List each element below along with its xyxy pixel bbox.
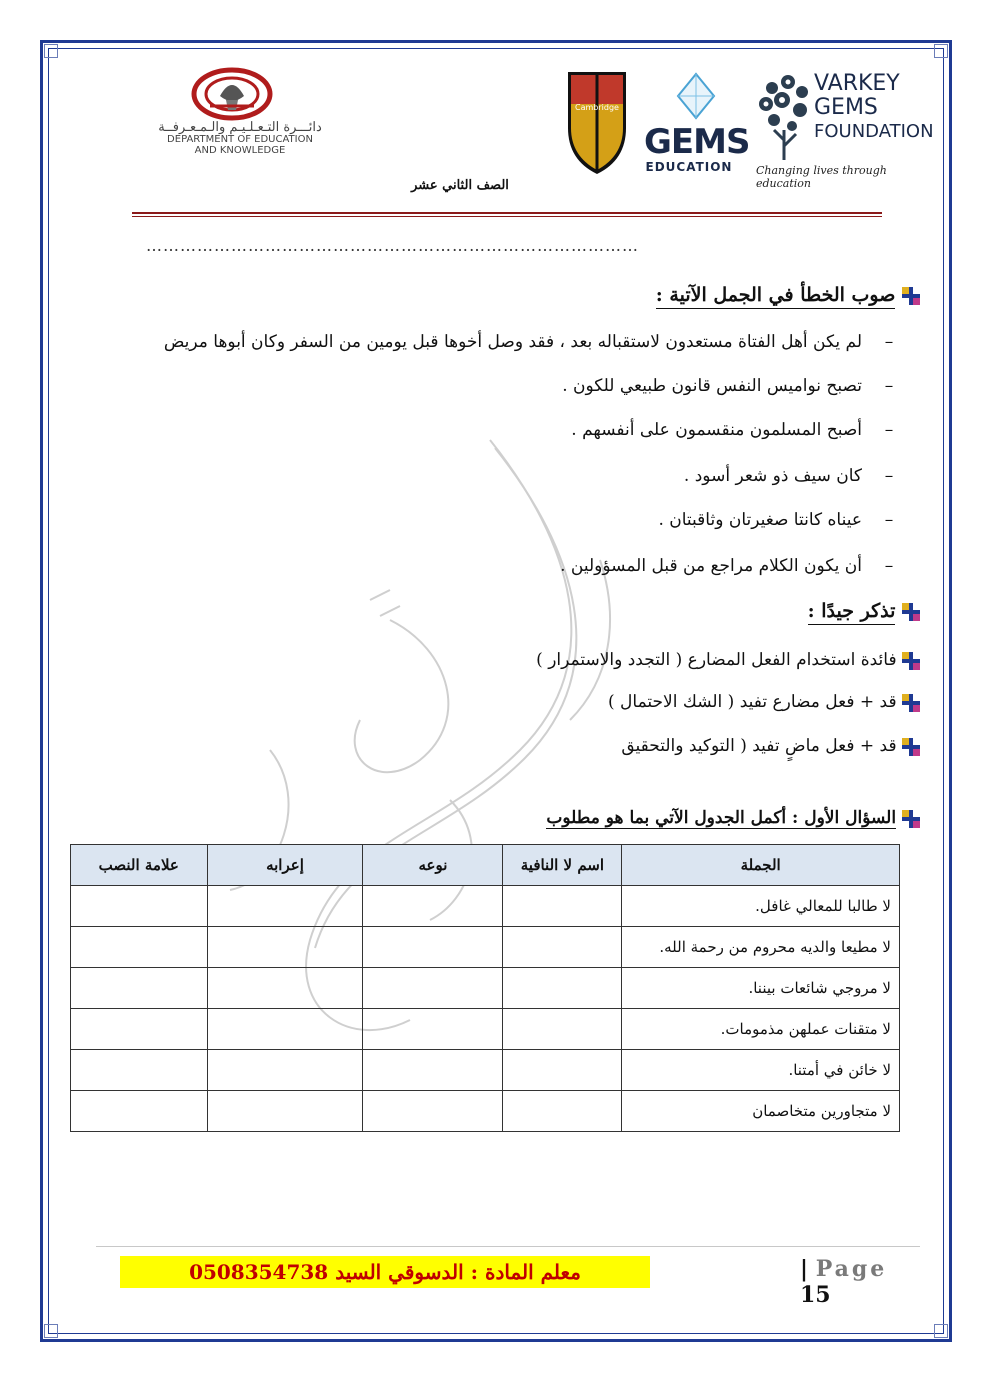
dash-bullet: – bbox=[884, 376, 894, 396]
answer-cell[interactable] bbox=[363, 968, 503, 1009]
correction-item-text: عيناه كانتا صغيرتان وثاقبتان . bbox=[658, 510, 862, 530]
correction-item bbox=[60, 556, 900, 576]
footer-rule bbox=[96, 1246, 920, 1247]
answer-cell[interactable] bbox=[363, 1009, 503, 1050]
sentence-cell: لا مطيعا والديه محروم من رحمة الله. bbox=[622, 927, 900, 968]
question-table bbox=[70, 844, 900, 1132]
cross-bullet-icon bbox=[902, 810, 920, 828]
section2-heading-text: تذكر جيدًا : bbox=[808, 600, 896, 625]
page-number-block bbox=[800, 1256, 922, 1308]
section1-heading bbox=[500, 284, 920, 306]
answer-cell[interactable] bbox=[71, 968, 208, 1009]
table-header-row bbox=[71, 845, 900, 886]
gems-subtitle: EDUCATION bbox=[645, 160, 733, 174]
sentence-cell: لا متجاورين متخاصمان bbox=[622, 1091, 900, 1132]
answer-cell[interactable] bbox=[503, 886, 622, 927]
answer-cell[interactable] bbox=[503, 968, 622, 1009]
dek-english-name bbox=[90, 134, 390, 156]
answer-cell[interactable] bbox=[71, 1050, 208, 1091]
table-row bbox=[71, 927, 900, 968]
answer-cell[interactable] bbox=[503, 1091, 622, 1132]
corner-ornament bbox=[934, 1324, 948, 1338]
note-text: قد + فعل ماضٍ تفيد ( التوكيد والتحقيق bbox=[621, 736, 897, 756]
varkey-line2: GEMS bbox=[814, 95, 878, 120]
grade-label: الصف الثاني عشر bbox=[411, 178, 509, 193]
correction-item-text: لم يكن أهل الفتاة مستعدون لاستقباله بعد ، فقد وصل أخوها قبل يومين من السفر وكان أبوها مريض bbox=[163, 332, 862, 352]
table-row bbox=[71, 1091, 900, 1132]
correction-item-text: كان سيف ذو شعر أسود . bbox=[683, 466, 862, 486]
correction-item-text: تصبح نواميس النفس قانون طبيعي للكون . bbox=[562, 376, 862, 396]
note-item bbox=[200, 736, 920, 756]
gems-diamond-icon bbox=[676, 72, 716, 120]
correction-item bbox=[60, 376, 900, 396]
answer-cell[interactable] bbox=[207, 1091, 363, 1132]
answer-cell[interactable] bbox=[71, 886, 208, 927]
page-number: 15 bbox=[800, 1282, 831, 1308]
sentence-cell: لا متقنات عملهن مذمومات. bbox=[622, 1009, 900, 1050]
section1-heading-text: صوب الخطأ في الجمل الآتية : bbox=[656, 284, 896, 309]
column-header: نوعه bbox=[363, 845, 503, 886]
dotted-line: …………………………………………………………………………… bbox=[146, 236, 639, 255]
answer-cell[interactable] bbox=[363, 1050, 503, 1091]
dash-bullet: – bbox=[884, 332, 894, 352]
question1-heading-text: السؤال الأول : أكمل الجدول الآتي بما هو مطلوب bbox=[546, 808, 897, 828]
dash-bullet: – bbox=[884, 510, 894, 530]
answer-cell[interactable] bbox=[207, 968, 363, 1009]
cross-bullet-icon bbox=[902, 603, 920, 621]
page-label: Page bbox=[815, 1256, 888, 1282]
sentence-cell: لا طالبا للمعالي غافل. bbox=[622, 886, 900, 927]
note-item bbox=[200, 692, 920, 712]
answer-cell[interactable] bbox=[503, 927, 622, 968]
column-header: علامة النصب bbox=[71, 845, 208, 886]
dash-bullet: – bbox=[884, 556, 894, 576]
sentence-cell: لا مروجي شائعات بيننا. bbox=[622, 968, 900, 1009]
answer-cell[interactable] bbox=[207, 1009, 363, 1050]
sentence-cell: لا خائن في أمتنا. bbox=[622, 1050, 900, 1091]
dek-english-line1: DEPARTMENT OF EDUCATION bbox=[167, 134, 313, 145]
cambridge-shield-logo bbox=[566, 70, 628, 176]
answer-cell[interactable] bbox=[503, 1050, 622, 1091]
cross-bullet-icon bbox=[902, 652, 920, 670]
answer-cell[interactable] bbox=[363, 927, 503, 968]
gems-education-logo bbox=[644, 122, 750, 174]
cambridge-shield-text: Cambridge bbox=[575, 103, 619, 112]
dash-bullet: – bbox=[884, 420, 894, 440]
dek-english-line2: AND KNOWLEDGE bbox=[194, 145, 286, 156]
answer-cell[interactable] bbox=[207, 1050, 363, 1091]
dek-arabic-name: دائـــرة التـعـلـيـم والـمـعـرفــة bbox=[158, 120, 322, 135]
answer-cell[interactable] bbox=[207, 886, 363, 927]
header-rule bbox=[132, 212, 882, 214]
note-text: قد + فعل مضارع تفيد ( الشك الاحتمال ) bbox=[608, 692, 897, 712]
header-rule-thin bbox=[132, 216, 882, 217]
question1-heading bbox=[400, 808, 920, 828]
corner-ornament bbox=[934, 44, 948, 58]
column-header: الجملة bbox=[622, 845, 900, 886]
dek-emblem-logo bbox=[190, 66, 274, 126]
table-row bbox=[71, 968, 900, 1009]
answer-cell[interactable] bbox=[363, 886, 503, 927]
column-header: اسم لا النافية bbox=[503, 845, 622, 886]
varkey-line1: VARKEY bbox=[814, 71, 900, 96]
answer-cell[interactable] bbox=[71, 927, 208, 968]
correction-item bbox=[60, 510, 900, 530]
correction-item-text: أصبح المسلمون منقسمون على أنفسهم . bbox=[571, 420, 862, 440]
table-row bbox=[71, 1009, 900, 1050]
note-text: فائدة استخدام الفعل المضارع ( التجدد والاستمرار ) bbox=[536, 650, 897, 670]
answer-cell[interactable] bbox=[503, 1009, 622, 1050]
section2-heading bbox=[500, 600, 920, 622]
cross-bullet-icon bbox=[902, 287, 920, 305]
table-row bbox=[71, 886, 900, 927]
varkey-foundation-logo bbox=[814, 72, 934, 144]
teacher-contact: معلم المادة : الدسوقي السيد 0508354738 bbox=[120, 1256, 650, 1288]
page-separator: | bbox=[800, 1256, 809, 1282]
column-header: إعرابه bbox=[207, 845, 363, 886]
cross-bullet-icon bbox=[902, 694, 920, 712]
answer-cell[interactable] bbox=[71, 1091, 208, 1132]
cross-bullet-icon bbox=[902, 738, 920, 756]
corner-ornament bbox=[44, 44, 58, 58]
varkey-line3: FOUNDATION bbox=[814, 121, 934, 142]
corner-ornament bbox=[44, 1324, 58, 1338]
answer-cell[interactable] bbox=[363, 1091, 503, 1132]
table-row bbox=[71, 1050, 900, 1091]
correction-item bbox=[60, 332, 900, 352]
dash-bullet: – bbox=[884, 466, 894, 486]
answer-cell[interactable] bbox=[71, 1009, 208, 1050]
varkey-tagline: Changing lives through education bbox=[756, 164, 887, 190]
correction-item-text: أن يكون الكلام مراجع من قبل المسؤولين . bbox=[560, 556, 862, 576]
answer-cell[interactable] bbox=[207, 927, 363, 968]
correction-item bbox=[60, 466, 900, 486]
note-item bbox=[200, 650, 920, 670]
correction-item bbox=[60, 420, 900, 440]
gems-title: GEMS bbox=[644, 122, 750, 162]
